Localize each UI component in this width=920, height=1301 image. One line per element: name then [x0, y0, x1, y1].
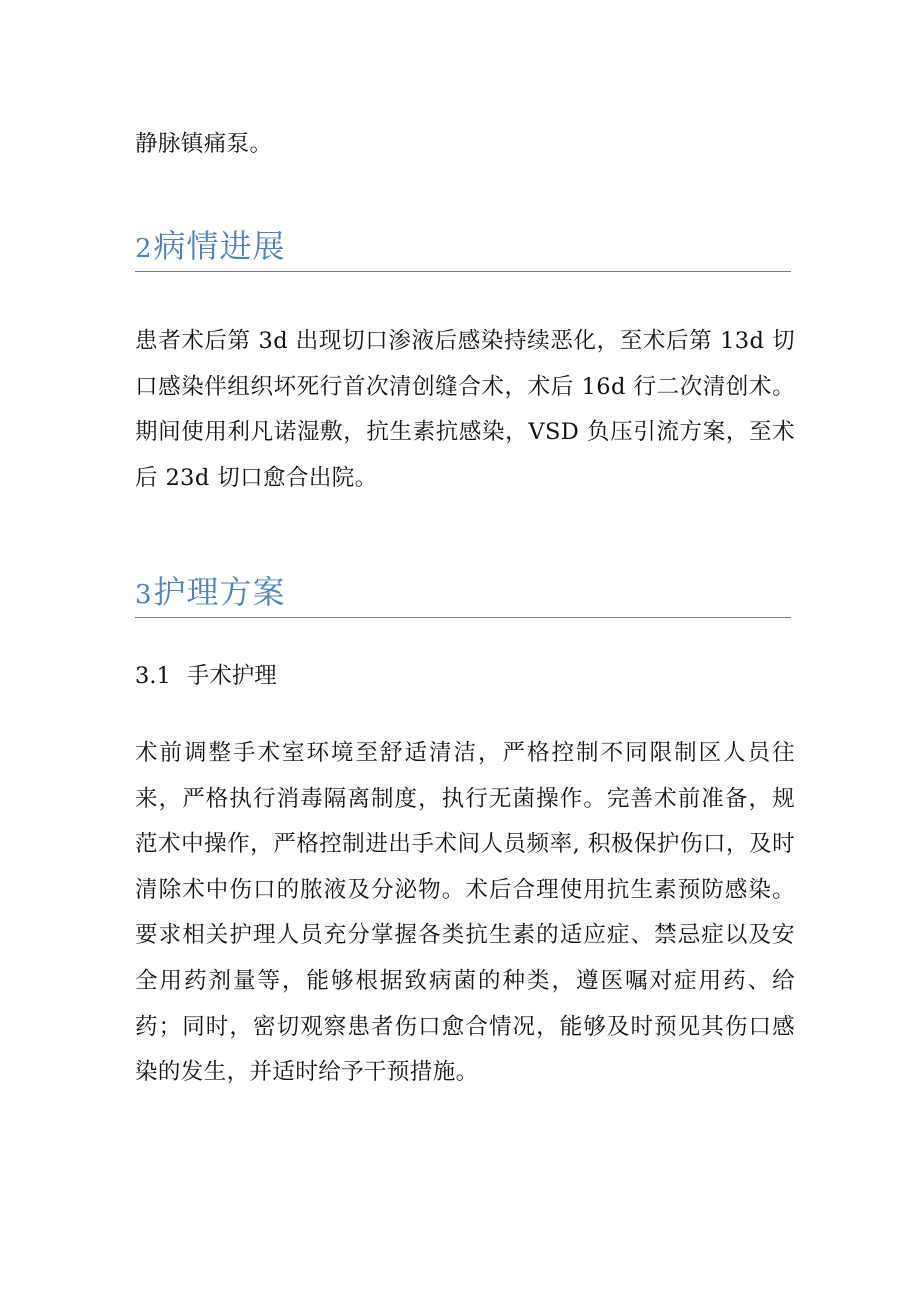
section-2-number: 2: [135, 234, 152, 264]
section-2-title: 病情进展: [153, 227, 286, 265]
section-3-number: 3: [135, 580, 152, 610]
intro-text: 静脉镇痛泵。: [135, 131, 273, 157]
subsection-3-1-title: 手术护理: [186, 663, 277, 689]
subsection-3-1-number: 3.1: [135, 663, 171, 689]
section-2-paragraph: 患者术后第 3d 出现切口渗液后感染持续恶化，至术后第 13d 切口感染伴组织坏死行首次清创缝合术，术后 16d 行二次清创术。期间使用利凡诺湿敷，抗生素抗感染，VSD 负压引流方案，至术后 23d 切口愈合出院。: [135, 328, 795, 491]
section-2-heading: [135, 226, 791, 272]
subsection-3-1-heading: [135, 661, 277, 691]
section-3-heading: [135, 572, 791, 618]
section-3-1-paragraph: 术前调整手术室环境至舒适清洁，严格控制不同限制区人员往来，严格执行消毒隔离制度，执行无菌操作。完善术前准备，规范术中操作，严格控制进出手术间人员频率, 积极保护伤口，及时清除术中伤口的脓液及分泌物。术后合理使用抗生素预防感染。要求相关护理人员充分掌握各类抗生素的适应症、禁忌症以及安全用药剂量等，能够根据致病菌的种类，遵医嘱对症用药、给药；同时，密切观察患者伤口愈合情况，能够及时预见其伤口感染的发生，并适时给予干预措施。: [135, 740, 795, 1086]
section-3-title: 护理方案: [153, 573, 286, 611]
